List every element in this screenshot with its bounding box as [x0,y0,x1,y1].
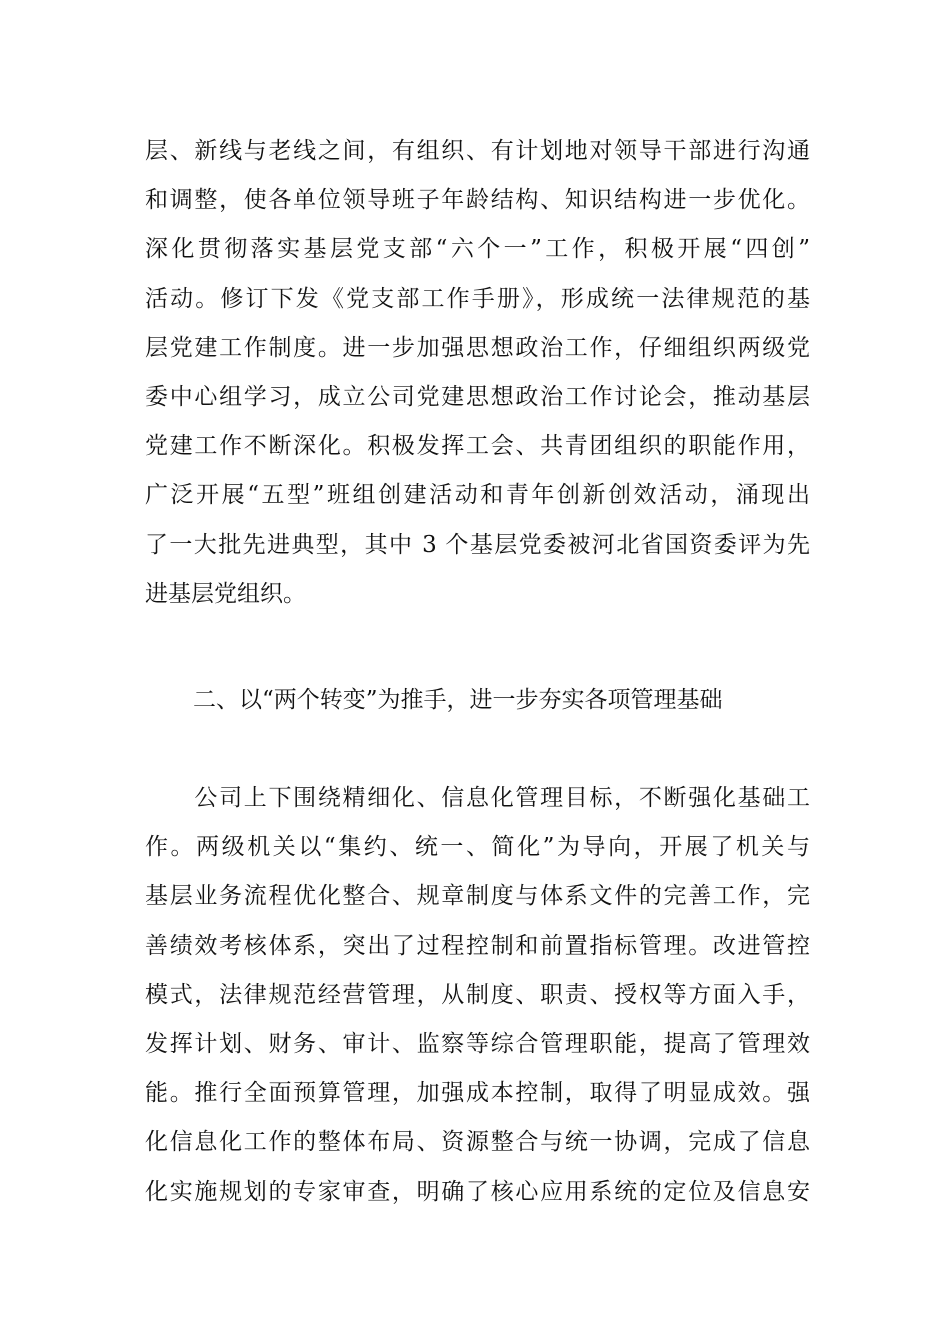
paragraph-line: 深化贯彻落实基层党支部“六个一”工作，积极开展“四创” [145,236,810,263]
paragraph-line: 活动。修订下发《党支部工作手册》，形成统一法律规范的基 [145,285,810,312]
paragraph-line: 委中心组学习，成立公司党建思想政治工作讨论会，推动基层 [145,383,810,410]
section-heading: 二、以“两个转变”为推手，进一步夯实各项管理基础 [193,687,723,713]
paragraph-line: 能。推行全面预算管理，加强成本控制，取得了明显成效。强 [145,1080,810,1107]
paragraph-line: 发挥计划、财务、审计、监察等综合管理职能，提高了管理效 [145,1030,810,1057]
paragraph-line: 模式，法律规范经营管理，从制度、职责、授权等方面入手， [145,981,810,1008]
paragraph-line: 进基层党组织。 [145,580,306,607]
paragraph-line: 作。两级机关以“集约、统一、简化”为导向，开展了机关与 [145,834,810,861]
paragraph-line: 层、新线与老线之间，有组织、有计划地对领导干部进行沟通 [145,138,810,164]
paragraph-management [145,774,810,1217]
paragraph-line: 化实施规划的专家审查，明确了核心应用系统的定位及信息安 [145,1178,810,1205]
paragraph-line: 基层业务流程优化整合、规章制度与体系文件的完善工作，完 [145,883,810,910]
paragraph-line: 公司上下围绕精细化、信息化管理目标，不断强化基础工 [145,785,810,811]
paragraph-line: 党建工作不断深化。积极发挥工会、共青团组织的职能作用， [145,433,810,460]
paragraph-line: 和调整，使各单位领导班子年龄结构、知识结构进一步优化。 [145,187,810,214]
paragraph-line: 广泛开展“五型”班组创建活动和青年创新创效活动，涌现出 [145,482,810,509]
paragraph-line: 了一大批先进典型，其中 3 个基层党委被河北省国资委评为先 [145,531,810,558]
paragraph-line: 善绩效考核体系，突出了过程控制和前置指标管理。改进管控 [145,932,810,959]
paragraph-line: 化信息化工作的整体布局、资源整合与统一协调，完成了信息 [145,1129,810,1156]
paragraph-party-building [145,127,810,619]
paragraph-line: 层党建工作制度。进一步加强思想政治工作，仔细组织两级党 [145,334,810,361]
